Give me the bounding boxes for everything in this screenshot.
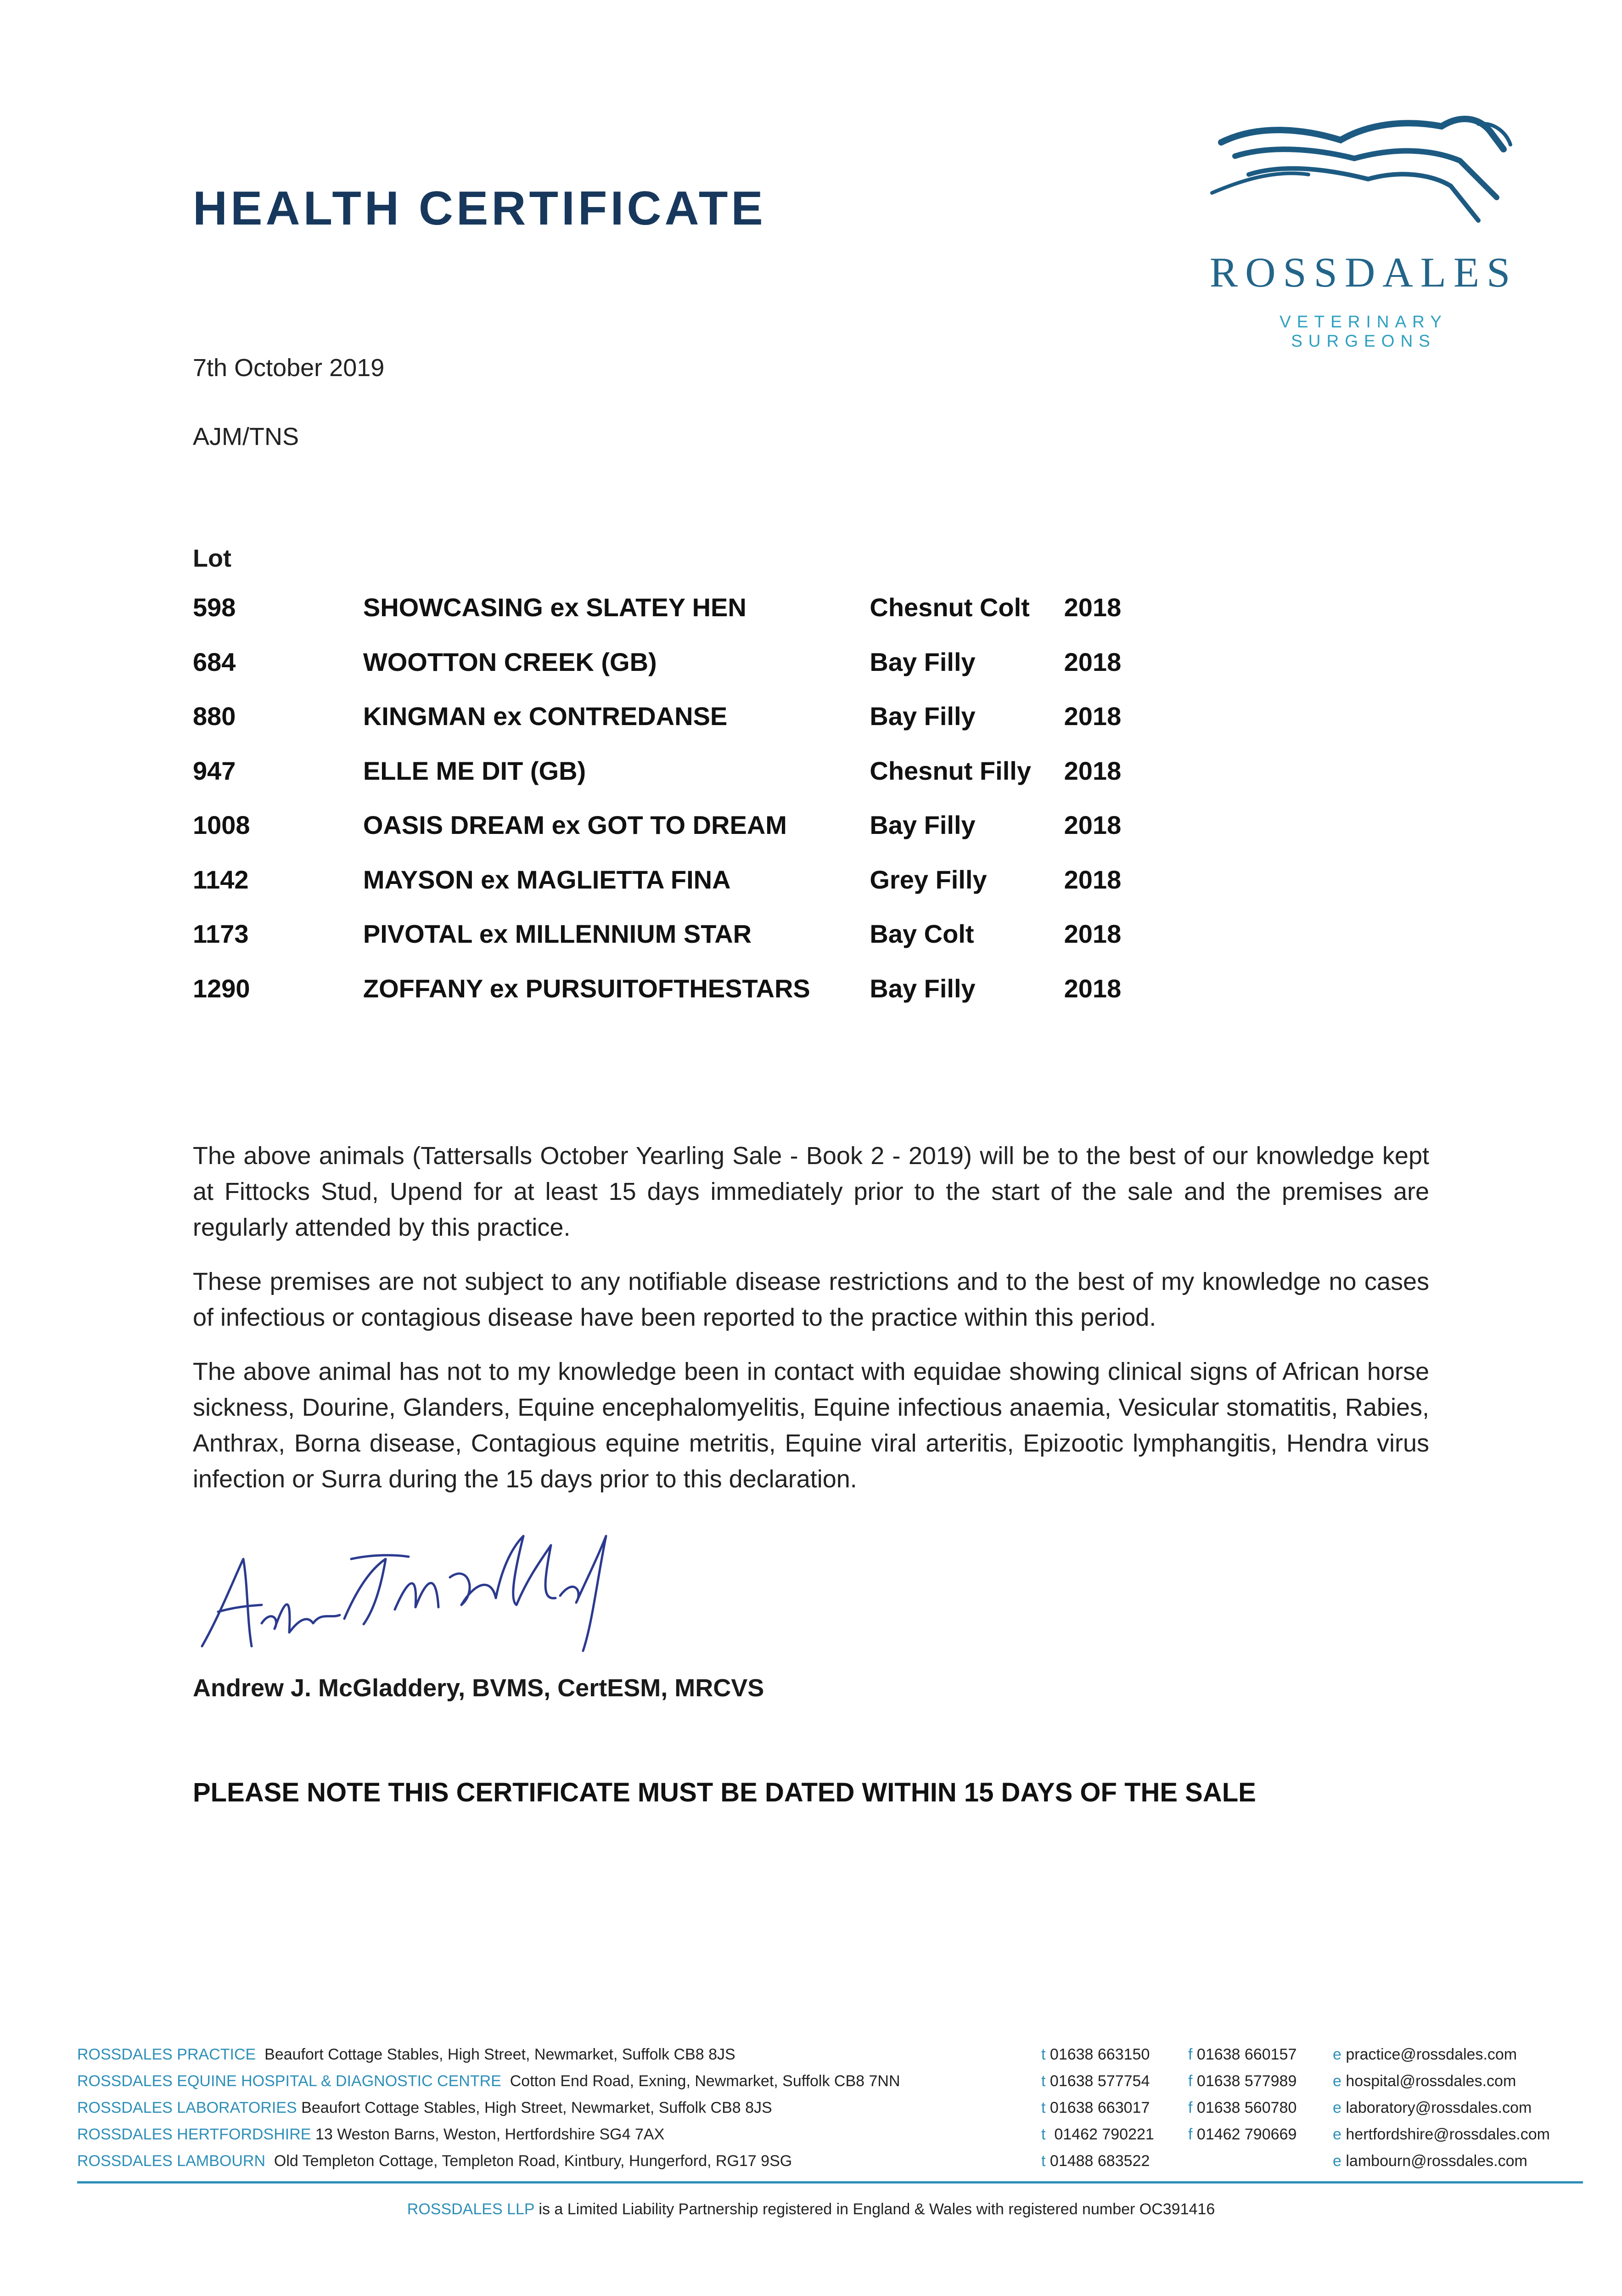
horse-name: MAYSON ex MAGLIETTA FINA xyxy=(363,865,731,894)
fax-number: 01462 790669 xyxy=(1196,2126,1297,2143)
horse-description: Bay Filly xyxy=(870,702,976,731)
footer-row xyxy=(77,2046,1583,2072)
tel-prefix: t xyxy=(1041,2046,1046,2063)
foaling-year: 2018 xyxy=(1064,647,1122,676)
horse-description: Bay Filly xyxy=(870,810,976,839)
tel-prefix: t xyxy=(1041,2152,1046,2170)
registration-text: is a Limited Liability Partnership registered in England & Wales with registered number OC391416 xyxy=(539,2200,1215,2218)
horse-name: WOOTTON CREEK (GB) xyxy=(363,647,657,676)
lot-number: 947 xyxy=(193,756,236,785)
fax-prefix: f xyxy=(1188,2126,1193,2143)
table-row xyxy=(193,810,1203,865)
fax-number: 01638 577989 xyxy=(1196,2072,1297,2090)
foaling-year: 2018 xyxy=(1064,865,1122,894)
branch-label: ROSSDALES PRACTICE xyxy=(77,2046,256,2063)
branch-label: ROSSDALES LABORATORIES xyxy=(77,2099,297,2116)
fax-prefix: f xyxy=(1188,2099,1193,2116)
foaling-year: 2018 xyxy=(1064,702,1122,731)
table-row xyxy=(193,865,1203,919)
branch-label: ROSSDALES EQUINE HOSPITAL & DIAGNOSTIC CENTRE xyxy=(77,2072,501,2090)
email-prefix: e xyxy=(1333,2046,1341,2063)
lot-number: 1290 xyxy=(193,974,250,1003)
branch-address: Beaufort Cottage Stables, High Street, Newmarket, Suffolk CB8 8JS xyxy=(264,2046,735,2063)
email-address: hospital@rossdales.com xyxy=(1346,2072,1516,2090)
table-row xyxy=(193,647,1203,702)
telephone-number: 01488 683522 xyxy=(1050,2152,1150,2170)
email-prefix: e xyxy=(1333,2126,1341,2143)
telephone-number: 01638 577754 xyxy=(1050,2072,1150,2090)
horse-name: ELLE ME DIT (GB) xyxy=(363,756,586,785)
foaling-year: 2018 xyxy=(1064,756,1122,785)
page-title: HEALTH CERTIFICATE xyxy=(193,182,766,235)
foaling-year: 2018 xyxy=(1064,919,1122,948)
email-prefix: e xyxy=(1333,2099,1341,2116)
fax-prefix: f xyxy=(1188,2046,1193,2063)
fax-number: 01638 660157 xyxy=(1196,2046,1297,2063)
footer-row xyxy=(77,2072,1583,2099)
disease-declaration-paragraph: The above animal has not to my knowledge been in contact with equidae showing clinical signs of African horse sickness, Dourine, Glanders, Equine encephalomyelitis, Equine infectious anaemia, Vesicular stomatitis, Rabies, Anthrax, Borna disease, Contagious equine metritis, Equine viral arteritis, Epizootic lymphangitis, Hendra virus infection or Surra during the 15 days prior to this declaration. xyxy=(193,1358,1429,1493)
lot-number: 1173 xyxy=(193,919,249,948)
lot-number: 880 xyxy=(193,702,236,731)
lot-column-header: Lot xyxy=(193,545,231,572)
footer-row xyxy=(77,2126,1583,2152)
lot-number: 1008 xyxy=(193,810,250,839)
horse-description: Bay Filly xyxy=(870,647,976,676)
horse-name: ZOFFANY ex PURSUITOFTHESTARS xyxy=(363,974,810,1003)
table-row xyxy=(193,592,1203,647)
foaling-year: 2018 xyxy=(1064,974,1122,1003)
horse-logo-icon xyxy=(1203,106,1524,243)
handwritten-signature xyxy=(193,1508,629,1665)
horse-description: Bay Colt xyxy=(870,919,974,948)
horse-description: Grey Filly xyxy=(870,865,987,894)
lot-number: 598 xyxy=(193,593,236,622)
email-address: hertfordshire@rossdales.com xyxy=(1346,2126,1550,2143)
branch-address: Beaufort Cottage Stables, High Street, Newmarket, Suffolk CB8 8JS xyxy=(301,2099,772,2116)
branch-address: Cotton End Road, Exning, Newmarket, Suffolk CB8 7NN xyxy=(510,2072,900,2090)
registration-notice xyxy=(0,2200,1622,2218)
email-prefix: e xyxy=(1333,2152,1341,2170)
horse-name: SHOWCASING ex SLATEY HEN xyxy=(363,593,746,622)
table-row xyxy=(193,701,1203,756)
horse-description: Chesnut Filly xyxy=(870,756,1031,785)
footer-row xyxy=(77,2152,1583,2179)
sale-statement-paragraph: The above animals (Tattersalls October Yearling Sale - Book 2 - 2019) will be to the best of our knowledge kept at Fittocks Stud, Upend for at least 15 days immediately prior to the start of the sale and the premises are regularly attended by this practice. xyxy=(193,1142,1429,1241)
logo-wordmark: ROSSDALES xyxy=(1209,249,1518,296)
reference-code: AJM/TNS xyxy=(193,423,299,450)
certificate-date: 7th October 2019 xyxy=(193,354,385,382)
table-row xyxy=(193,974,1203,1028)
branch-label: ROSSDALES LAMBOURN xyxy=(77,2152,265,2170)
tel-prefix: t xyxy=(1041,2099,1046,2116)
email-address: practice@rossdales.com xyxy=(1346,2046,1517,2063)
email-address: laboratory@rossdales.com xyxy=(1346,2099,1532,2116)
telephone-number: 01638 663150 xyxy=(1050,2046,1150,2063)
foaling-year: 2018 xyxy=(1064,810,1122,839)
fax-number: 01638 560780 xyxy=(1196,2099,1297,2116)
tel-prefix: t xyxy=(1041,2072,1046,2090)
lots-table xyxy=(193,592,1203,1028)
rossdales-logo xyxy=(1203,106,1524,350)
premises-statement-paragraph: These premises are not subject to any notifiable disease restrictions and to the best of my knowledge no cases of infectious or contagious disease have been reported to the practice within this period. xyxy=(193,1268,1429,1331)
signatory-name: Andrew J. McGladdery, BVMS, CertESM, MRCVS xyxy=(193,1674,764,1702)
email-address: lambourn@rossdales.com xyxy=(1346,2152,1527,2170)
branch-address: 13 Weston Barns, Weston, Hertfordshire SG4 7AX xyxy=(315,2126,665,2143)
logo-subtitle: VETERINARY SURGEONS xyxy=(1280,312,1448,350)
telephone-number: 01638 663017 xyxy=(1050,2099,1150,2116)
horse-description: Bay Filly xyxy=(870,974,976,1003)
fax-prefix: f xyxy=(1188,2072,1193,2090)
footer-row xyxy=(77,2099,1583,2126)
email-prefix: e xyxy=(1333,2072,1341,2090)
table-row xyxy=(193,756,1203,810)
lot-number: 684 xyxy=(193,647,236,676)
footer-contacts xyxy=(77,2046,1583,2179)
validity-note: PLEASE NOTE THIS CERTIFICATE MUST BE DATED WITHIN 15 DAYS OF THE SALE xyxy=(193,1778,1256,1807)
horse-name: KINGMAN ex CONTREDANSE xyxy=(363,702,728,731)
table-row xyxy=(193,919,1203,974)
horse-name: OASIS DREAM ex GOT TO DREAM xyxy=(363,810,787,839)
horse-name: PIVOTAL ex MILLENNIUM STAR xyxy=(363,919,752,948)
lot-number: 1142 xyxy=(193,865,249,894)
telephone-number: 01462 790221 xyxy=(1054,2126,1154,2143)
footer-divider xyxy=(77,2181,1583,2183)
tel-prefix: t xyxy=(1041,2126,1046,2143)
horse-description: Chesnut Colt xyxy=(870,593,1030,622)
branch-label: ROSSDALES HERTFORDSHIRE xyxy=(77,2126,311,2143)
foaling-year: 2018 xyxy=(1064,593,1122,622)
branch-address: Old Templeton Cottage, Templeton Road, Kintbury, Hungerford, RG17 9SG xyxy=(274,2152,792,2170)
registration-label: ROSSDALES LLP xyxy=(407,2200,534,2218)
